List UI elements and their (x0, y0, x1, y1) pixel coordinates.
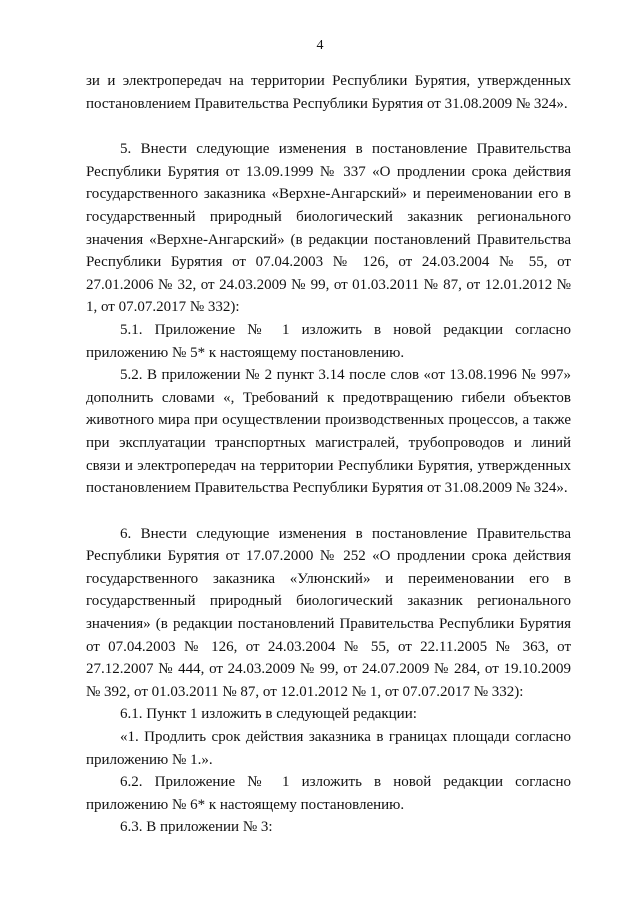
paragraph-item-6: 6. Внести следующие изменения в постановление Правительства Республики Бурятия от 17.07.2000 № 252 «О продлении срока действия государственного заказника «Улюнский» и переименовании его в государственный природный биологический заказник регионального значения» (в редакции постановлений Правительства Республики Бурятия от 07.04.2003 № 126, от 24.03.2004 № 55, от 22.11.2005 № 363, от 27.12.2007 № 444, от 24.03.2009 № 99, от 24.07.2009 № 284, от 19.10.2009 № 392, от 01.03.2011 № 87, от 12.01.2012 № 1, от 07.07.2017 № 332): (86, 525, 571, 700)
page-number: 4 (316, 38, 324, 53)
paragraph-item-5: 5. Внести следующие изменения в постановление Правительства Республики Бурятия от 13.09.1999 № 337 «О продлении срока действия государственного заказника «Верхне-Ангарский» и переименовании его в государственный природный биологический заказник регионального значения «Верхне-Ангарский» (в редакции постановлений Правительства Республики Бурятия от 07.04.2003 № 126, от 24.03.2004 № 55, от 27.01.2006 № 32, от 24.03.2009 № 99, от 01.03.2011 № 87, от 12.01.2012 № 1, от 07.07.2017 № 332): (86, 141, 571, 316)
paragraph-item-5-2: 5.2. В приложении № 2 пункт 3.14 после слов «от 13.08.1996 № 997» дополнить словами «, Требований к предотвращению гибели объектов животного мира при осуществлении производственных процессов, а также при эксплуатации транспортных магистралей, трубопроводов и линий связи и электропередач на территории Республики Бурятия, утвержденных постановлением Правительства Республики Бурятия от 31.08.2009 № 324». (86, 367, 571, 497)
paragraph-item-6-1: 6.1. Пункт 1 изложить в следующей редакции: (120, 706, 417, 723)
document-body (86, 70, 571, 839)
paragraph-item-6-3: 6.3. В приложении № 3: (120, 819, 273, 836)
paragraph-continuation: зи и электропередач на территории Республики Бурятия, утвержденных постановлением Правительства Республики Бурятия от 31.08.2009 № 324». (86, 73, 571, 112)
paragraph-item-5-1: 5.1. Приложение № 1 изложить в новой редакции согласно приложению № 5* к настоящему постановлению. (86, 321, 571, 361)
paragraph-item-6-2: 6.2. Приложение № 1 изложить в новой редакции согласно приложению № 6* к настоящему постановлению. (86, 774, 571, 813)
paragraph-quote-1: «1. Продлить срок действия заказника в границах площади согласно приложению № 1.». (86, 729, 571, 768)
